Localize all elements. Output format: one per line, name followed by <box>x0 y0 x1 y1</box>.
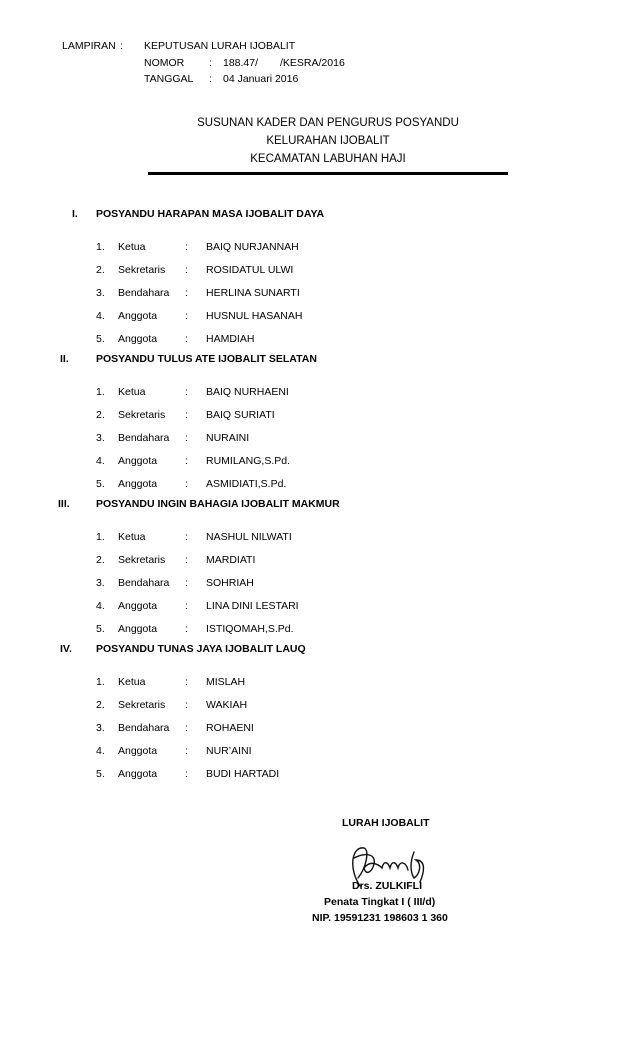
member-role: Anggota <box>118 745 158 757</box>
member-colon: : <box>185 768 188 780</box>
member-number: 3. <box>96 432 105 444</box>
member-colon: : <box>185 287 188 299</box>
member-name: MISLAH <box>206 676 246 688</box>
tanggal-value: 04 Januari 2016 <box>223 73 299 85</box>
title-line-3: KECAMATAN LABUHAN HAJI <box>250 153 406 165</box>
nomor-value: 188.47/ <box>223 57 259 69</box>
member-role: Anggota <box>118 478 158 490</box>
member-number: 3. <box>96 577 105 589</box>
member-number: 1. <box>96 241 105 253</box>
member-number: 1. <box>96 386 105 398</box>
member-name: NASHUL NILWATI <box>206 531 292 543</box>
member-colon: : <box>185 676 188 688</box>
nomor-colon: : <box>209 57 212 69</box>
member-name: HAMDIAH <box>206 333 255 345</box>
member-number: 5. <box>96 768 105 780</box>
member-number: 1. <box>96 676 105 688</box>
tanggal-label: TANGGAL <box>144 73 194 85</box>
lampiran-value: KEPUTUSAN LURAH IJOBALIT <box>144 40 296 52</box>
member-number: 4. <box>96 310 105 322</box>
section-heading: POSYANDU INGIN BAHAGIA IJOBALIT MAKMUR <box>96 498 340 510</box>
member-role: Ketua <box>118 241 146 253</box>
member-name: NURAINI <box>206 432 250 444</box>
member-name: BAIQ NURHAENI <box>206 386 289 398</box>
member-number: 2. <box>96 409 105 421</box>
member-number: 2. <box>96 699 105 711</box>
member-colon: : <box>185 386 188 398</box>
section-numeral: III. <box>58 498 70 510</box>
signature-nip: NIP. 19591231 198603 1 360 <box>312 912 448 924</box>
member-name: HERLINA SUNARTI <box>206 287 300 299</box>
member-name: NUR’AINI <box>206 745 252 757</box>
member-colon: : <box>185 241 188 253</box>
title-line-1: SUSUNAN KADER DAN PENGURUS POSYANDU <box>197 117 459 129</box>
member-number: 5. <box>96 478 105 490</box>
member-colon: : <box>185 409 188 421</box>
member-number: 4. <box>96 455 105 467</box>
lampiran-colon: : <box>120 40 123 52</box>
title-line-2: KELURAHAN IJOBALIT <box>266 135 390 147</box>
member-name: LINA DINI LESTARI <box>206 600 299 612</box>
member-role: Sekretaris <box>118 409 166 421</box>
member-number: 4. <box>96 600 105 612</box>
member-role: Anggota <box>118 310 158 322</box>
title-underline <box>148 172 508 175</box>
member-colon: : <box>185 478 188 490</box>
member-colon: : <box>185 531 188 543</box>
member-role: Bendahara <box>118 287 170 299</box>
section-heading: POSYANDU TULUS ATE IJOBALIT SELATAN <box>96 353 317 365</box>
member-name: RUMILANG,S.Pd. <box>206 455 291 467</box>
member-number: 5. <box>96 623 105 635</box>
member-name: HUSNUL HASANAH <box>206 310 303 322</box>
signature-office: LURAH IJOBALIT <box>342 817 430 829</box>
member-colon: : <box>185 264 188 276</box>
signature-name: Drs. ZULKIFLI <box>352 880 422 892</box>
member-role: Anggota <box>118 623 158 635</box>
section-numeral: IV. <box>60 643 72 655</box>
member-number: 1. <box>96 531 105 543</box>
member-role: Bendahara <box>118 722 170 734</box>
member-role: Anggota <box>118 455 158 467</box>
member-number: 4. <box>96 745 105 757</box>
member-number: 3. <box>96 287 105 299</box>
member-name: MARDIATI <box>206 554 256 566</box>
member-name: BAIQ SURIATI <box>206 409 275 421</box>
tanggal-colon: : <box>209 73 212 85</box>
member-colon: : <box>185 310 188 322</box>
member-colon: : <box>185 577 188 589</box>
member-name: ASMIDIATI,S.Pd. <box>206 478 287 490</box>
section-heading: POSYANDU TUNAS JAYA IJOBALIT LAUQ <box>96 643 306 655</box>
member-colon: : <box>185 699 188 711</box>
member-colon: : <box>185 623 188 635</box>
member-role: Bendahara <box>118 432 170 444</box>
member-role: Anggota <box>118 768 158 780</box>
member-colon: : <box>185 600 188 612</box>
member-role: Ketua <box>118 386 146 398</box>
member-name: ROHAENI <box>206 722 254 734</box>
member-name: SOHRIAH <box>206 577 254 589</box>
nomor-label: NOMOR <box>144 57 185 69</box>
member-role: Sekretaris <box>118 264 166 276</box>
member-number: 3. <box>96 722 105 734</box>
member-role: Bendahara <box>118 577 170 589</box>
member-colon: : <box>185 745 188 757</box>
member-name: BUDI HARTADI <box>206 768 280 780</box>
member-number: 2. <box>96 554 105 566</box>
member-role: Anggota <box>118 333 158 345</box>
section-numeral: I. <box>72 208 78 220</box>
nomor-suffix: /KESRA/2016 <box>280 57 345 69</box>
section-numeral: II. <box>60 353 69 365</box>
lampiran-label: LAMPIRAN <box>62 40 116 52</box>
member-role: Sekretaris <box>118 699 166 711</box>
member-name: BAIQ NURJANNAH <box>206 241 299 253</box>
member-name: ROSIDATUL ULWI <box>206 264 294 276</box>
member-number: 5. <box>96 333 105 345</box>
member-colon: : <box>185 554 188 566</box>
member-role: Ketua <box>118 676 146 688</box>
member-number: 2. <box>96 264 105 276</box>
member-colon: : <box>185 432 188 444</box>
member-colon: : <box>185 455 188 467</box>
member-colon: : <box>185 722 188 734</box>
signature-rank: Penata Tingkat I ( III/d) <box>324 896 436 908</box>
member-role: Sekretaris <box>118 554 166 566</box>
member-role: Anggota <box>118 600 158 612</box>
member-name: ISTIQOMAH,S.Pd. <box>206 623 294 635</box>
member-colon: : <box>185 333 188 345</box>
member-name: WAKIAH <box>206 699 248 711</box>
member-role: Ketua <box>118 531 146 543</box>
section-heading: POSYANDU HARAPAN MASA IJOBALIT DAYA <box>96 208 325 220</box>
